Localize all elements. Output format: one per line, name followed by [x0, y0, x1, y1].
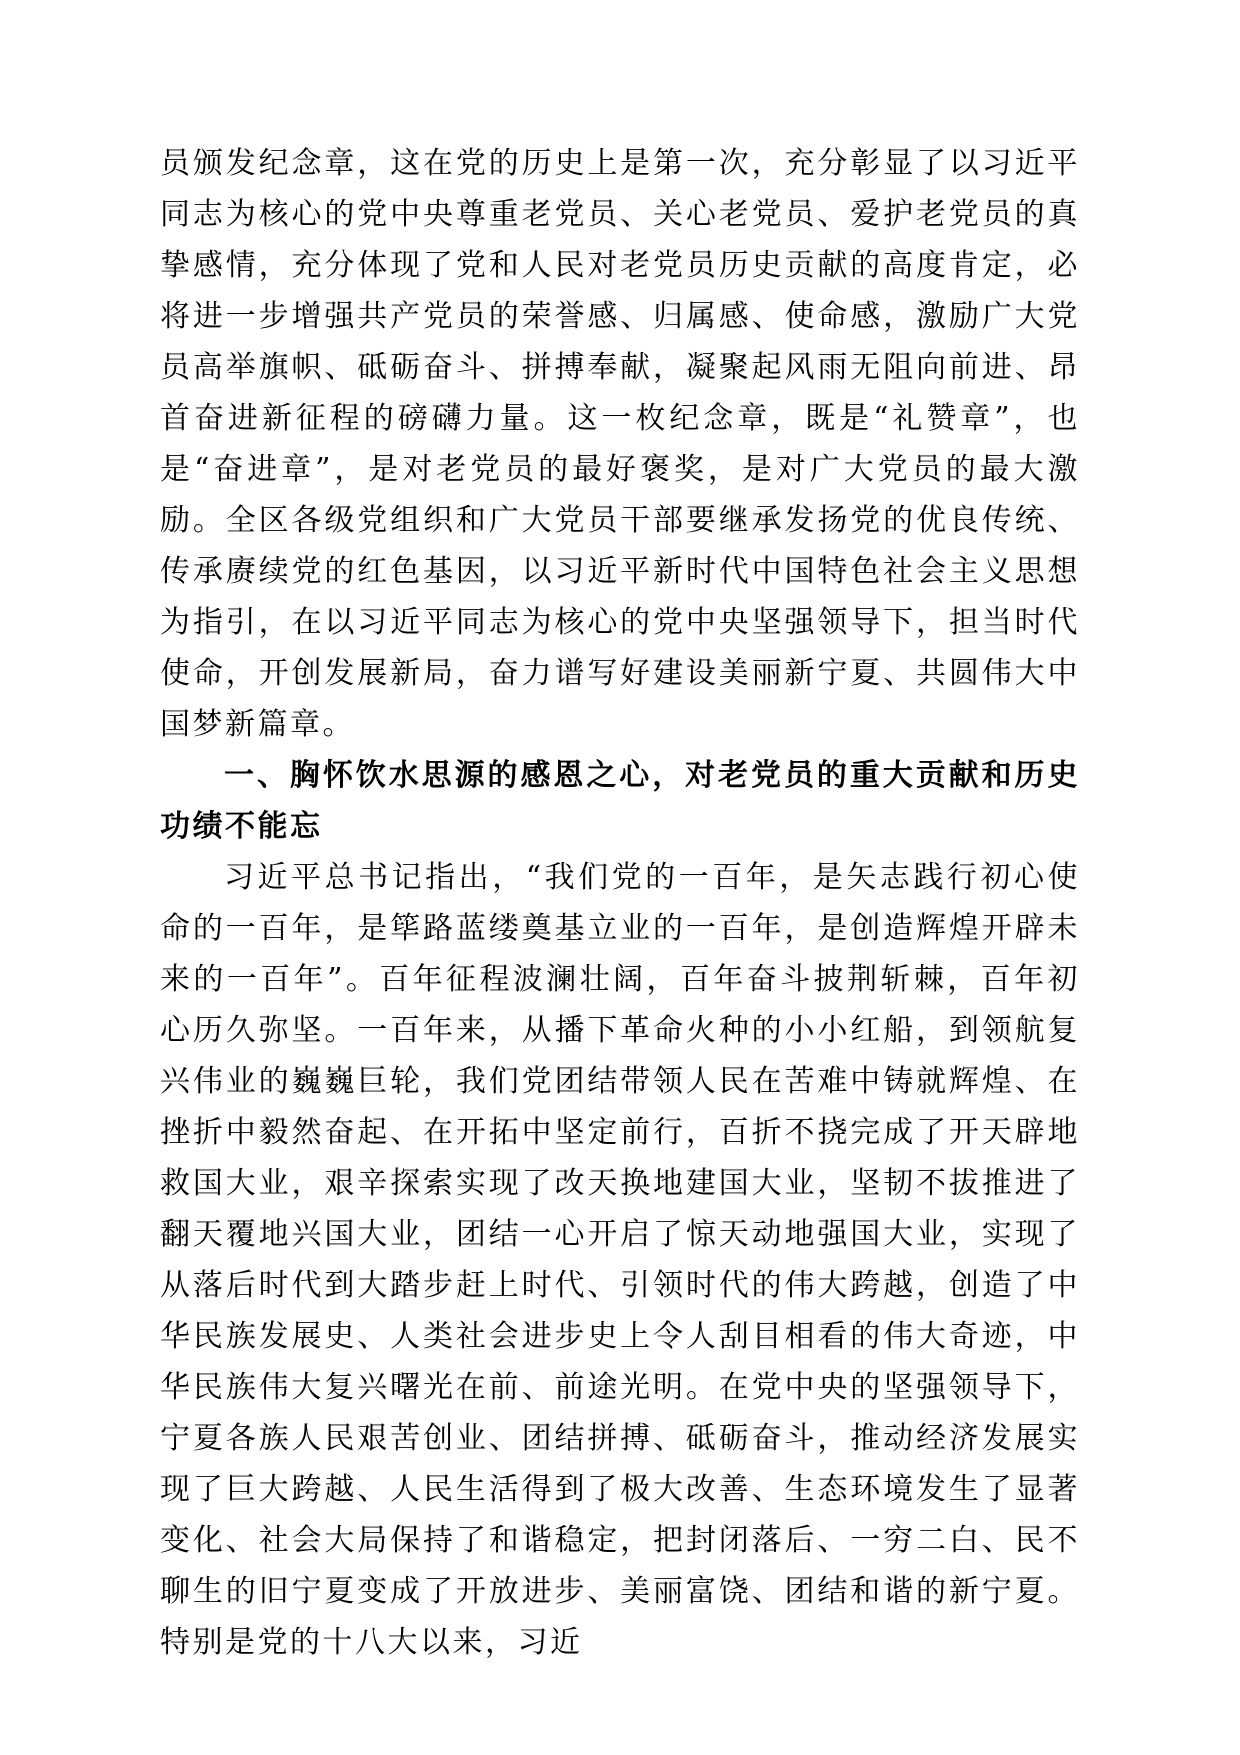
- document-page: [160, 138, 1080, 1668]
- section-heading: 一、胸怀饮水思源的感恩之心，对老党员的重大贡献和历史功绩不能忘: [160, 758, 1080, 844]
- body-paragraph-continued: 员颁发纪念章，这在党的历史上是第一次，充分彰显了以习近平同志为核心的党中央尊重老党员、关心老党员、爱护老党员的真挚感情，充分体现了党和人民对老党员历史贡献的高度肯定，必将进一步增强共产党员的荣誉感、归属感、使命感，激励广大党员高举旗帜、砥砺奋斗、拼搏奉献，凝聚起风雨无阻向前进、昂首奋进新征程的磅礴力量。这一枚纪念章，既是“礼赞章”，也是“奋进章”，是对老党员的最好褒奖，是对广大党员的最大激励。全区各级党组织和广大党员干部要继承发扬党的优良传统、传承赓续党的红色基因，以习近平新时代中国特色社会主义思想为指引，在以习近平同志为核心的党中央坚强领导下，担当时代使命，开创发展新局，奋力谱写好建设美丽新宁夏、共圆伟大中国梦新篇章。: [160, 146, 1080, 742]
- body-paragraph: 习近平总书记指出，“我们党的一百年，是矢志践行初心使命的一百年，是筚路蓝缕奠基立业的一百年，是创造辉煌开辟未来的一百年”。百年征程波澜壮阔，百年奋斗披荆斩棘，百年初心历久弥坚。一百年来，从播下革命火种的小小红船，到领航复兴伟业的巍巍巨轮，我们党团结带领人民在苦难中铸就辉煌、在挫折中毅然奋起、在开拓中坚定前行，百折不挠完成了开天辟地救国大业，艰辛探索实现了改天换地建国大业，坚韧不拔推进了翻天覆地兴国大业，团结一心开启了惊天动地强国大业，实现了从落后时代到大踏步赶上时代、引领时代的伟大跨越，创造了中华民族发展史、人类社会进步史上令人刮目相看的伟大奇迹，中华民族伟大复兴曙光在前、前途光明。在党中央的坚强领导下，宁夏各族人民艰苦创业、团结拼搏、砥砺奋斗，推动经济发展实现了巨大跨越、人民生活得到了极大改善、生态环境发生了显著变化、社会大局保持了和谐稳定，把封闭落后、一穷二白、民不聊生的旧宁夏变成了开放进步、美丽富饶、团结和谐的新宁夏。特别是党的十八大以来，习近: [160, 860, 1080, 1660]
